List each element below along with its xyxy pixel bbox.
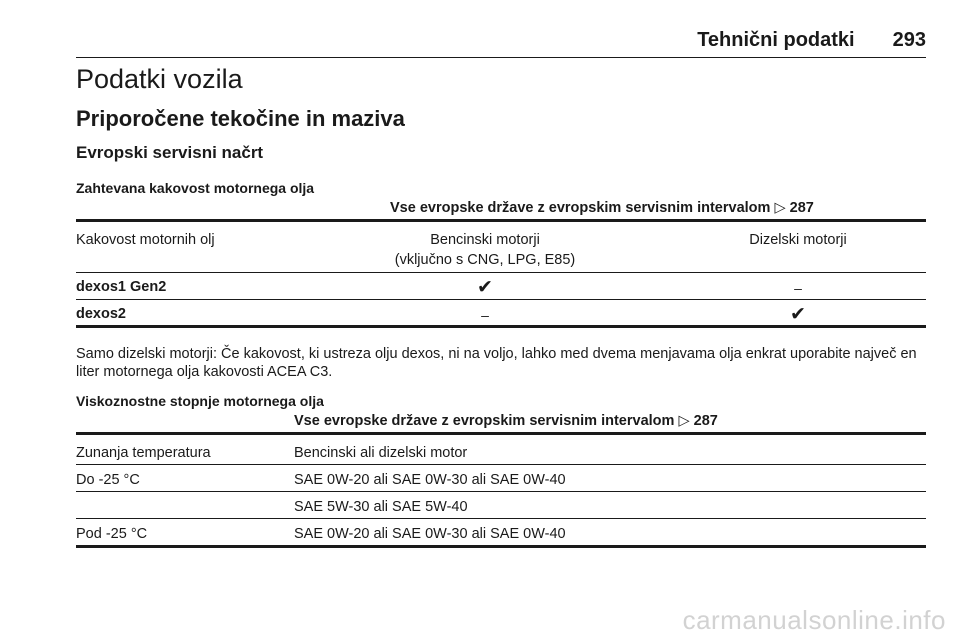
column-header: Bencinski ali dizelski motor <box>294 445 468 461</box>
page-ref-arrow-icon: ▷ <box>678 413 690 429</box>
column-header: Dizelski motorji <box>749 232 847 248</box>
viscosity-label: Viskoznostne stopnje motornega olja <box>76 393 324 409</box>
viscosity-caption <box>294 413 718 429</box>
table-row-grade: SAE 0W-20 ali SAE 0W-30 ali SAE 0W-40 <box>294 472 566 488</box>
subsection-title: Priporočene tekočine in maziva <box>76 106 405 131</box>
table-rule <box>76 518 926 519</box>
oil-quality-caption-text: Vse evropske države z evropskim servisnim intervalom <box>390 200 771 216</box>
table-rule <box>76 272 926 273</box>
column-header: Kakovost motornih olj <box>76 232 215 248</box>
table-rule <box>76 299 926 300</box>
sub-subsection-title: Evropski servisni načrt <box>76 143 264 162</box>
diesel-note: Samo dizelski motorji: Če kakovost, ki ustreza olju dexos, ni na voljo, lahko med dvema menjavama olja enkrat uporabite največ en liter motornega olja kakovosti ACEA C3. <box>76 346 917 380</box>
column-header-note: (vključno s CNG, LPG, E85) <box>394 252 576 268</box>
table-rule <box>76 325 926 328</box>
table-rule <box>76 219 926 222</box>
oil-quality-caption-ref[interactable]: 287 <box>789 200 814 216</box>
table-row-grade: SAE 5W-30 ali SAE 5W-40 <box>294 499 468 515</box>
column-header: Zunanja temperatura <box>76 445 211 461</box>
check-icon: ✔ <box>790 304 806 325</box>
table-row-temp: Pod -25 °C <box>76 526 148 542</box>
running-title: Tehnični podatki <box>697 29 855 51</box>
page-ref-arrow-icon: ▷ <box>774 200 786 216</box>
table-rule <box>76 432 926 435</box>
table-row-name: dexos1 Gen2 <box>76 279 167 295</box>
table-row-temp: Do -25 °C <box>76 472 140 488</box>
table-row-grade: SAE 0W-20 ali SAE 0W-30 ali SAE 0W-40 <box>294 526 566 542</box>
oil-quality-label: Zahtevana kakovost motornega olja <box>76 180 315 196</box>
viscosity-caption-ref[interactable]: 287 <box>693 413 718 429</box>
watermark: carmanualsonline.info <box>682 605 946 635</box>
oil-quality-caption <box>390 200 814 216</box>
table-rule <box>76 545 926 548</box>
header-rule <box>76 57 926 58</box>
check-icon: ✔ <box>477 277 493 298</box>
dash-mark: – <box>481 307 489 323</box>
page-number: 293 <box>892 29 926 51</box>
running-header <box>697 29 926 52</box>
table-row-name: dexos2 <box>76 306 126 322</box>
table-rule <box>76 491 926 492</box>
column-header: Bencinski motorji <box>430 232 540 248</box>
table-rule <box>76 464 926 465</box>
section-title: Podatki vozila <box>76 64 243 94</box>
dash-mark: – <box>794 280 802 296</box>
viscosity-caption-text: Vse evropske države z evropskim servisnim intervalom <box>294 413 675 429</box>
